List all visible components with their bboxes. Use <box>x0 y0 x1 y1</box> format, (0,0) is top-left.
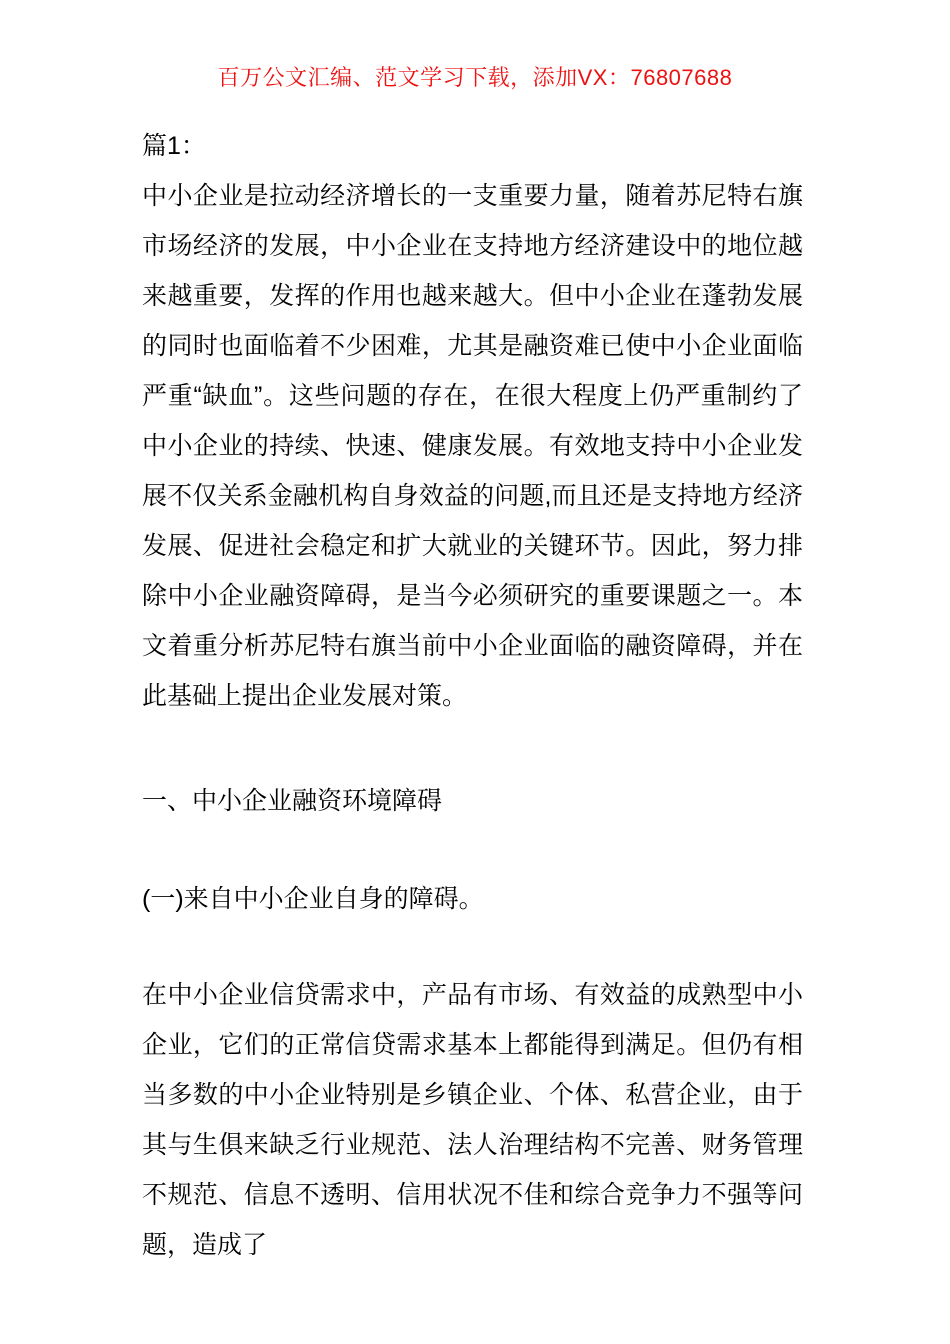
promo-banner <box>0 0 950 93</box>
subsection-heading: (一)来自中小企业自身的障碍。 <box>142 885 484 913</box>
section-heading: 一、中小企业融资环境障碍 <box>142 787 443 815</box>
intro-paragraph: 中小企业是拉动经济增长的一支重要力量，随着苏尼特右旗市场经济的发展，中小企业在支持地方经济建设中的地位越来越重要，发挥的作用也越来越大。但中小企业在蓬勃发展的同时也面临着不少困难，尤其是融资难已使中小企业面临严重“缺血”。这些问题的存在，在很大程度上仍严重制约了中小企业的持续、快速、健康发展。有效地支持中小企业发展不仅关系金融机构自身效益的问题,而且还是支持地方经济发展、促进社会稳定和扩大就业的关键环节。因此，努力排除中小企业融资障碍，是当今必须研究的重要课题之一。本文着重分析苏尼特右旗当前中小企业面临的融资障碍，并在此基础上提出企业发展对策。 <box>142 182 803 710</box>
piece-label: 篇1： <box>142 132 206 160</box>
promo-banner-text: 百万公文汇编、范文学习下载，添加VX：76807688 <box>217 65 733 90</box>
body-paragraph: 在中小企业信贷需求中，产品有市场、有效益的成熟型中小企业，它们的正常信贷需求基本上都能得到满足。但仍有相当多数的中小企业特别是乡镇企业、个体、私营企业，由于其与生俱来缺乏行业规范、法人治理结构不完善、财务管理不规范、信息不透明、信用状况不佳和综合竞争力不强等问题，造成了 <box>142 981 803 1259</box>
document-content <box>0 121 950 1270</box>
